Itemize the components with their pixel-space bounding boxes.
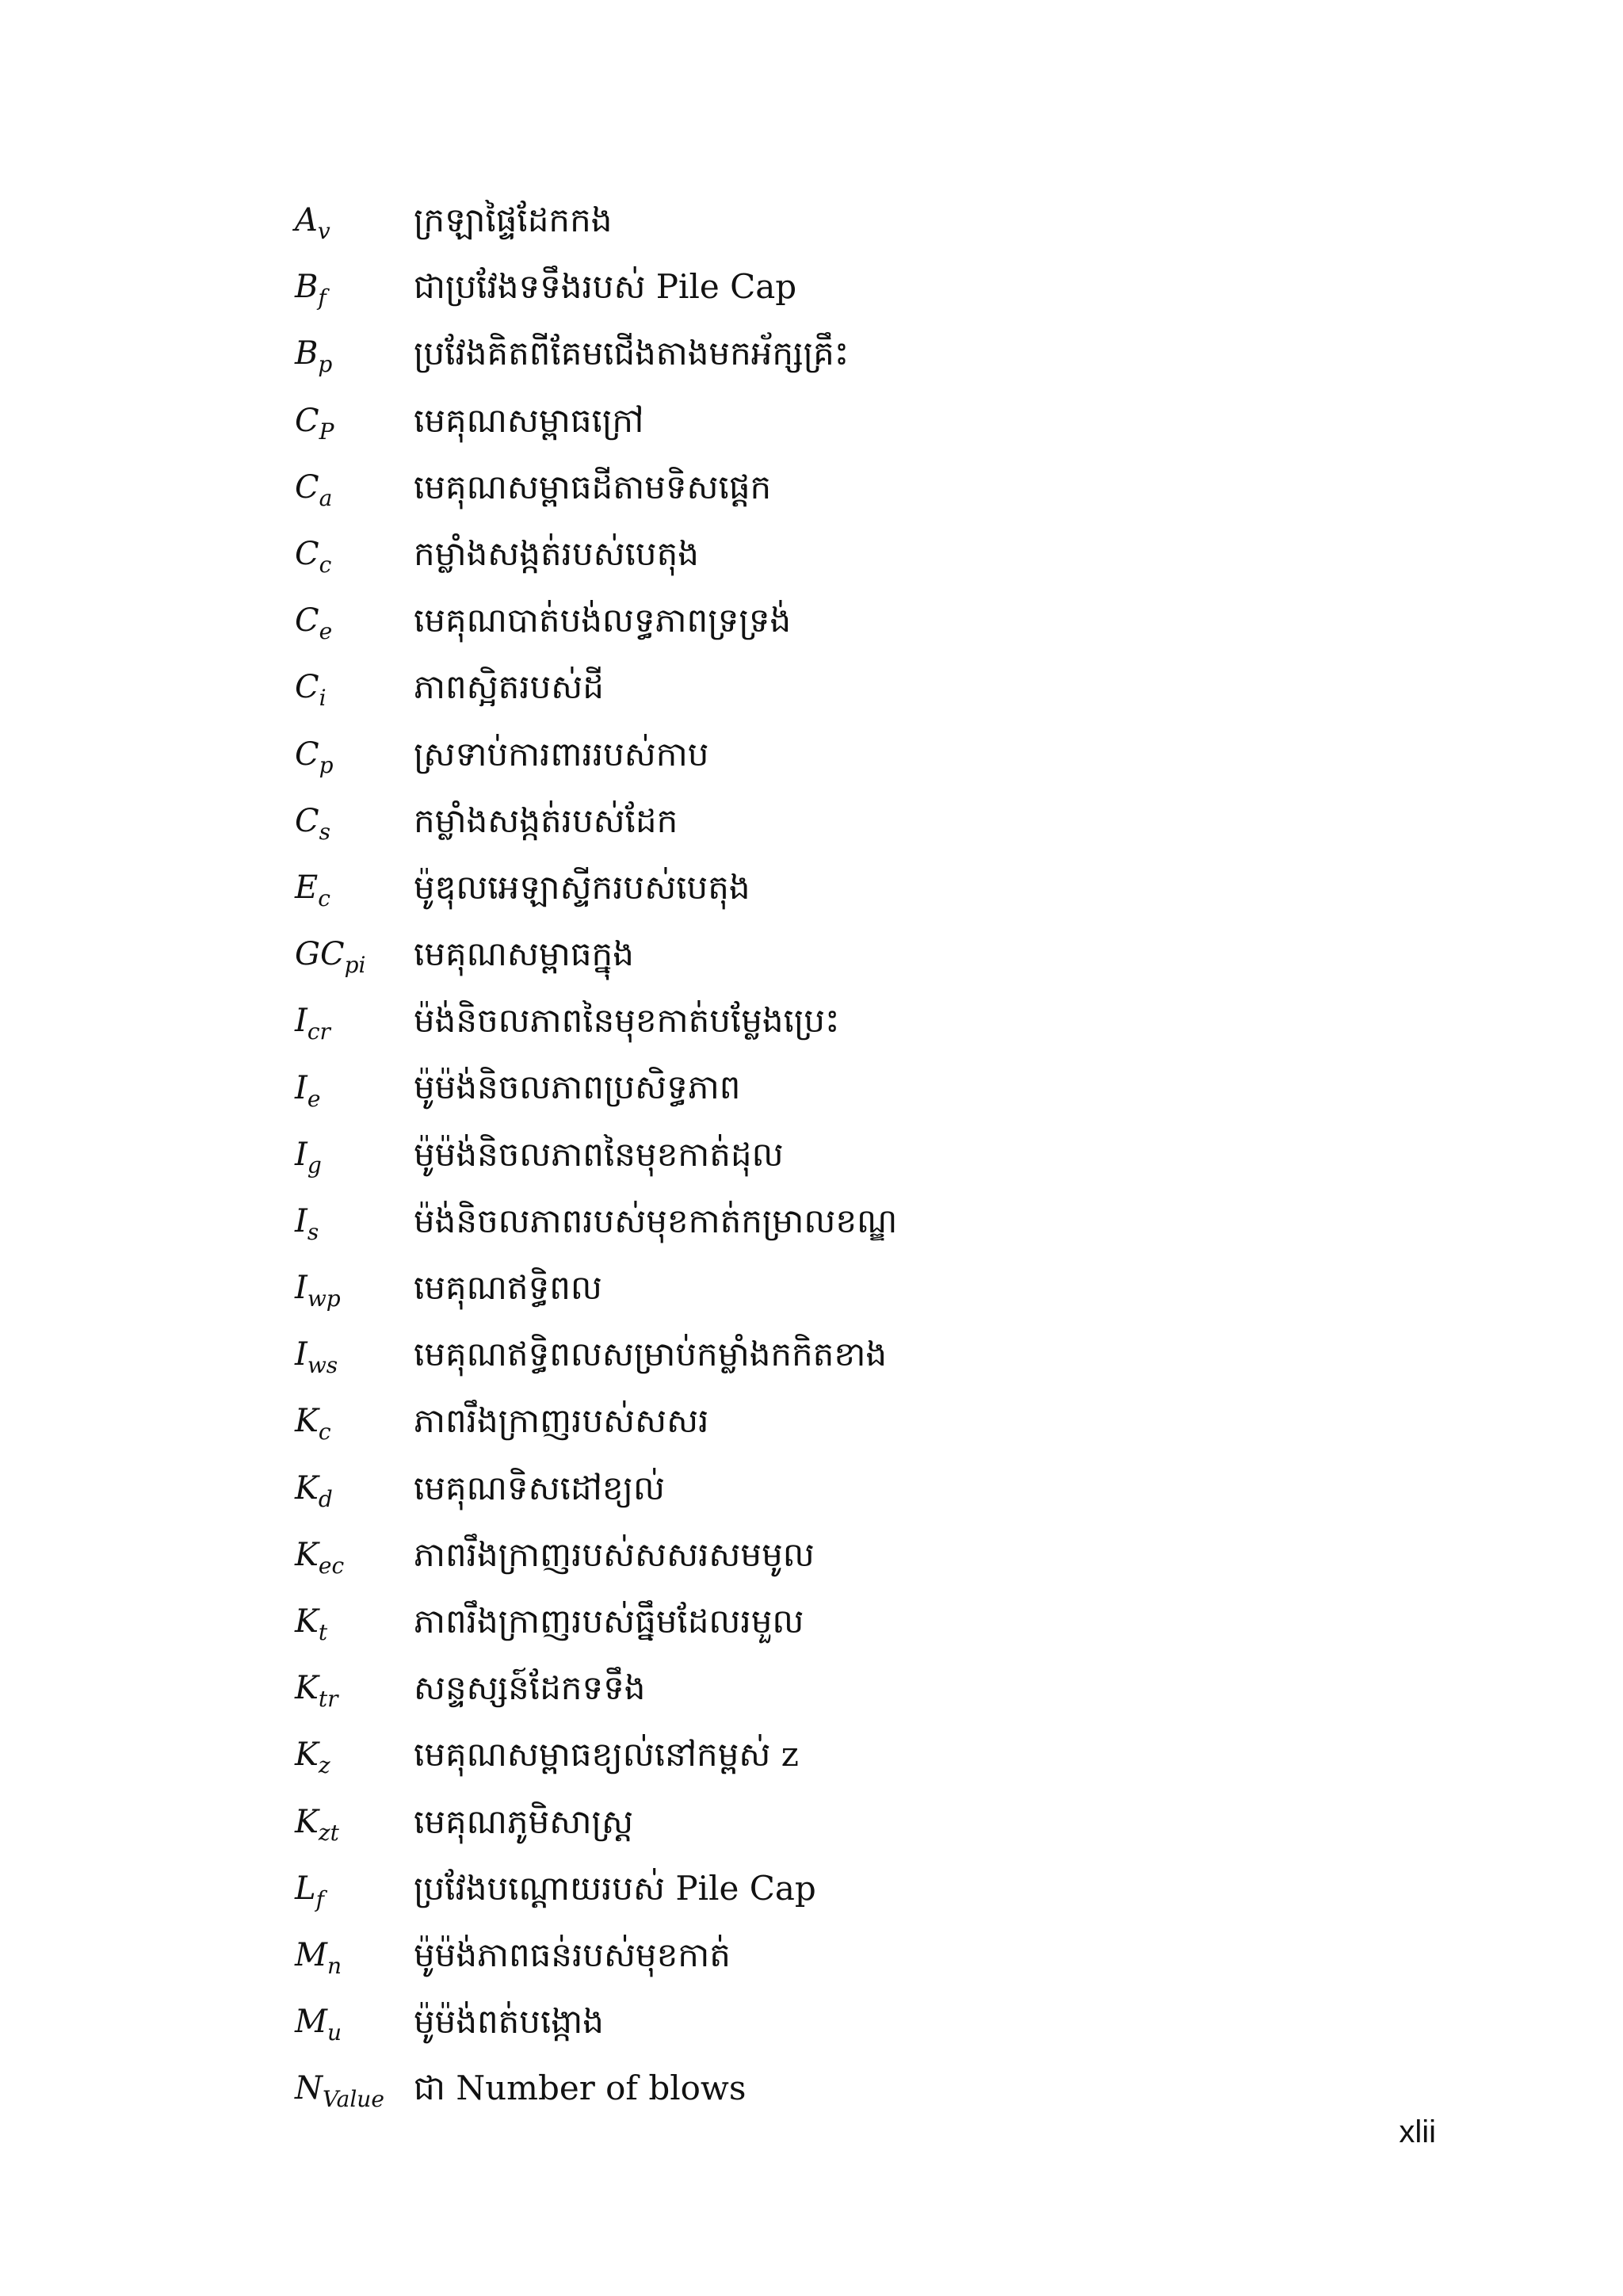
symbol-description: ភាពរឹងក្រាញរបស់សសរសមមូល xyxy=(414,1534,815,1574)
symbol xyxy=(295,1069,414,1112)
symbol-description: សន្ទស្សន៍ដែកទទឹង xyxy=(414,1668,646,1708)
symbol xyxy=(295,269,414,311)
symbol-description: ម៉ូឌុលអេឡាស្ទីករបស់បេតុង xyxy=(414,867,750,907)
symbol xyxy=(295,1136,414,1179)
symbol-row xyxy=(295,1988,1484,2055)
symbol-base: C xyxy=(295,669,319,706)
symbol-base: C xyxy=(295,468,319,506)
symbol-base: C xyxy=(295,402,319,439)
symbol xyxy=(295,602,414,645)
symbol-subscript: n xyxy=(327,1952,342,1979)
symbol-row xyxy=(295,1321,1484,1388)
symbol-base: M xyxy=(295,2004,327,2041)
symbol-subscript: i xyxy=(319,685,327,712)
symbol-row xyxy=(295,1054,1484,1121)
symbol-base: C xyxy=(295,602,319,640)
symbol xyxy=(295,1670,414,1713)
symbol-base: K xyxy=(295,1469,319,1507)
symbol-subscript: e xyxy=(319,618,333,645)
page-number: xlii xyxy=(1399,2115,1436,2149)
symbol-base: K xyxy=(295,1736,319,1774)
symbol xyxy=(295,1202,414,1245)
symbol-base: B xyxy=(295,269,319,306)
symbol-base: K xyxy=(295,1603,319,1641)
symbol xyxy=(295,936,414,979)
symbol-base: A xyxy=(295,202,318,239)
symbol-base: K xyxy=(295,1403,319,1440)
symbol-subscript: ws xyxy=(307,1352,338,1379)
symbol-subscript: P xyxy=(319,418,334,445)
symbol-description: ម៉ូម៉ង់ពត់បង្កោង xyxy=(414,2002,604,2042)
symbol-row xyxy=(295,2055,1484,2122)
symbol-row xyxy=(295,388,1484,454)
symbol-description: ប្រវែងបណ្ដោយរបស់ Pile Cap xyxy=(414,1868,816,1908)
symbol-row xyxy=(295,320,1484,387)
symbol-subscript: c xyxy=(318,884,330,911)
symbol-base: K xyxy=(295,1803,319,1840)
symbol-description: មេគុណឥទ្ធិពលសម្រាប់កម្លាំងកកិតខាង xyxy=(414,1335,887,1374)
symbol-row xyxy=(295,187,1484,254)
symbol-subscript: f xyxy=(315,1885,324,1912)
symbol-row xyxy=(295,988,1484,1054)
symbol xyxy=(295,2070,414,2113)
symbol-base: C xyxy=(295,536,319,573)
symbol-row xyxy=(295,854,1484,921)
symbol-description: ភាពរឹងក្រាញរបស់ធ្នឹមដែលរមួល xyxy=(414,1601,804,1641)
symbol-base: C xyxy=(295,735,319,773)
symbol-base: I xyxy=(295,1336,307,1373)
symbol-row xyxy=(295,1188,1484,1255)
symbol-base: I xyxy=(295,1270,307,1307)
symbol-row xyxy=(295,1721,1484,1788)
symbol-subscript: a xyxy=(319,484,333,511)
symbol xyxy=(295,1736,414,1779)
symbol-row xyxy=(295,1789,1484,1855)
symbol xyxy=(295,468,414,511)
symbol-base: I xyxy=(295,1202,307,1240)
symbol xyxy=(295,335,414,378)
symbol-subscript: zt xyxy=(318,1819,339,1846)
symbol-row xyxy=(295,1588,1484,1655)
symbol-subscript: pi xyxy=(344,952,366,979)
symbol-description: ម៉ង់និចលភាពនៃមុខកាត់បម្លែងប្រេះ xyxy=(414,1001,840,1041)
symbol-description: ម៉ូម៉ង់និចលភាពនៃមុខកាត់ដុល xyxy=(414,1134,784,1174)
symbol-base: GC xyxy=(295,936,345,973)
symbol xyxy=(295,1270,414,1312)
symbol-description: មេគុណសម្ពាធក្រៅ xyxy=(414,400,644,440)
symbol xyxy=(295,735,414,778)
symbol-row xyxy=(295,654,1484,720)
symbol-subscript: s xyxy=(307,1218,319,1245)
symbol-subscript: p xyxy=(318,351,333,378)
symbol xyxy=(295,402,414,445)
symbol-subscript: tr xyxy=(318,1686,338,1713)
symbol-description: មេគុណសម្ពាធដីតាមទិសផ្ដេក xyxy=(414,467,772,506)
symbol-description: មេគុណសម្ពាធក្នុង xyxy=(414,934,634,974)
symbol-description: ក្រឡាផ្ទៃដែកកង xyxy=(414,201,613,239)
symbol-subscript: t xyxy=(318,1619,328,1646)
symbol-base: I xyxy=(295,1003,307,1040)
symbol-description: មេគុណបាត់បង់លទ្ធភាពទ្រទ្រង់ xyxy=(414,601,792,640)
symbol-description: ជាប្រវែងទទឹងរបស់ Pile Cap xyxy=(414,267,797,307)
symbol-subscript: Value xyxy=(323,2086,384,2113)
symbol-base: K xyxy=(295,1536,319,1573)
symbol-list xyxy=(295,187,1484,2122)
symbol xyxy=(295,536,414,579)
symbol-subscript: g xyxy=(307,1152,322,1179)
symbol xyxy=(295,2004,414,2046)
symbol-subscript: p xyxy=(319,751,334,778)
symbol-subscript: cr xyxy=(307,1018,330,1045)
symbol-subscript: ec xyxy=(318,1552,345,1579)
symbol-description: មេគុណឥទ្ធិពល xyxy=(414,1268,602,1307)
symbol-description: មេគុណទិសដៅខ្យល់ xyxy=(414,1468,666,1507)
symbol-row xyxy=(295,1121,1484,1188)
symbol-row xyxy=(295,721,1484,788)
symbol-description: មេគុណភូមិសាស្ត្រ xyxy=(414,1801,634,1841)
symbol xyxy=(295,1936,414,1979)
symbol-description: ជា Number of blows xyxy=(414,2069,747,2108)
symbol-subscript: c xyxy=(319,552,332,579)
symbol xyxy=(295,1469,414,1512)
symbol-row xyxy=(295,1388,1484,1454)
symbol-subscript: wp xyxy=(307,1286,341,1312)
symbol xyxy=(295,1336,414,1379)
symbol xyxy=(295,1003,414,1045)
symbol-subscript: e xyxy=(307,1085,321,1112)
symbol-base: C xyxy=(295,802,319,839)
symbol-row xyxy=(295,921,1484,988)
symbol xyxy=(295,669,414,712)
symbol-row xyxy=(295,454,1484,521)
symbol xyxy=(295,202,414,245)
symbol xyxy=(295,1803,414,1846)
symbol-subscript: s xyxy=(319,818,330,845)
symbol-description: ម៉ូម៉ង់និចលភាពប្រសិទ្ធភាព xyxy=(414,1068,741,1107)
symbol-subscript: v xyxy=(317,218,330,245)
symbol-subscript: z xyxy=(318,1752,330,1779)
symbol-description: មេគុណសម្ពាធខ្យល់នៅកម្ពស់ z xyxy=(414,1735,799,1775)
symbol-base: I xyxy=(295,1069,307,1106)
symbol-description: ស្រទាប់ការពាររបស់កាប xyxy=(414,734,709,774)
symbol-description: ម៉ង់និចលភាពរបស់មុខកាត់កម្រាលខណ្ឌ xyxy=(414,1201,898,1240)
symbol-row xyxy=(295,1255,1484,1321)
symbol-subscript: u xyxy=(327,2019,342,2046)
symbol xyxy=(295,1603,414,1646)
symbol xyxy=(295,1536,414,1579)
symbol-base: K xyxy=(295,1670,319,1707)
symbol xyxy=(295,802,414,845)
symbol-row xyxy=(295,521,1484,587)
symbol-row xyxy=(295,788,1484,854)
symbol-description: ភាពរឹងក្រាញរបស់សសរ xyxy=(414,1401,709,1441)
symbol-row xyxy=(295,1455,1484,1522)
symbol xyxy=(295,1870,414,1912)
symbol-subscript: c xyxy=(318,1419,331,1446)
symbol-base: E xyxy=(295,869,319,906)
symbol-row xyxy=(295,1655,1484,1721)
symbol-base: N xyxy=(295,2070,323,2107)
symbol-subscript: d xyxy=(318,1485,333,1512)
symbol-row xyxy=(295,1522,1484,1588)
symbol-row xyxy=(295,254,1484,320)
symbol-base: B xyxy=(295,335,319,372)
symbol xyxy=(295,1403,414,1446)
symbol-subscript: f xyxy=(318,285,327,311)
symbol-description: ភាពស្អិតរបស់ដី xyxy=(414,667,604,707)
symbol-row xyxy=(295,1855,1484,1922)
symbol-description: កម្លាំងសង្កត់របស់ដែក xyxy=(414,800,678,840)
symbol-description: ប្រវែងគិតពីគែមជើងតាងមកអ័ក្សគ្រឹះ xyxy=(414,334,850,373)
symbol-row xyxy=(295,587,1484,654)
symbol-base: M xyxy=(295,1936,327,1973)
symbol-description: កម្លាំងសង្កត់របស់បេតុង xyxy=(414,533,699,573)
symbol-description: ម៉ូម៉ង់ភាពធន់របស់មុខកាត់ xyxy=(414,1935,731,1974)
symbol-base: L xyxy=(295,1870,316,1907)
symbol-base: I xyxy=(295,1136,307,1173)
symbol-row xyxy=(295,1922,1484,1988)
symbol xyxy=(295,869,414,911)
